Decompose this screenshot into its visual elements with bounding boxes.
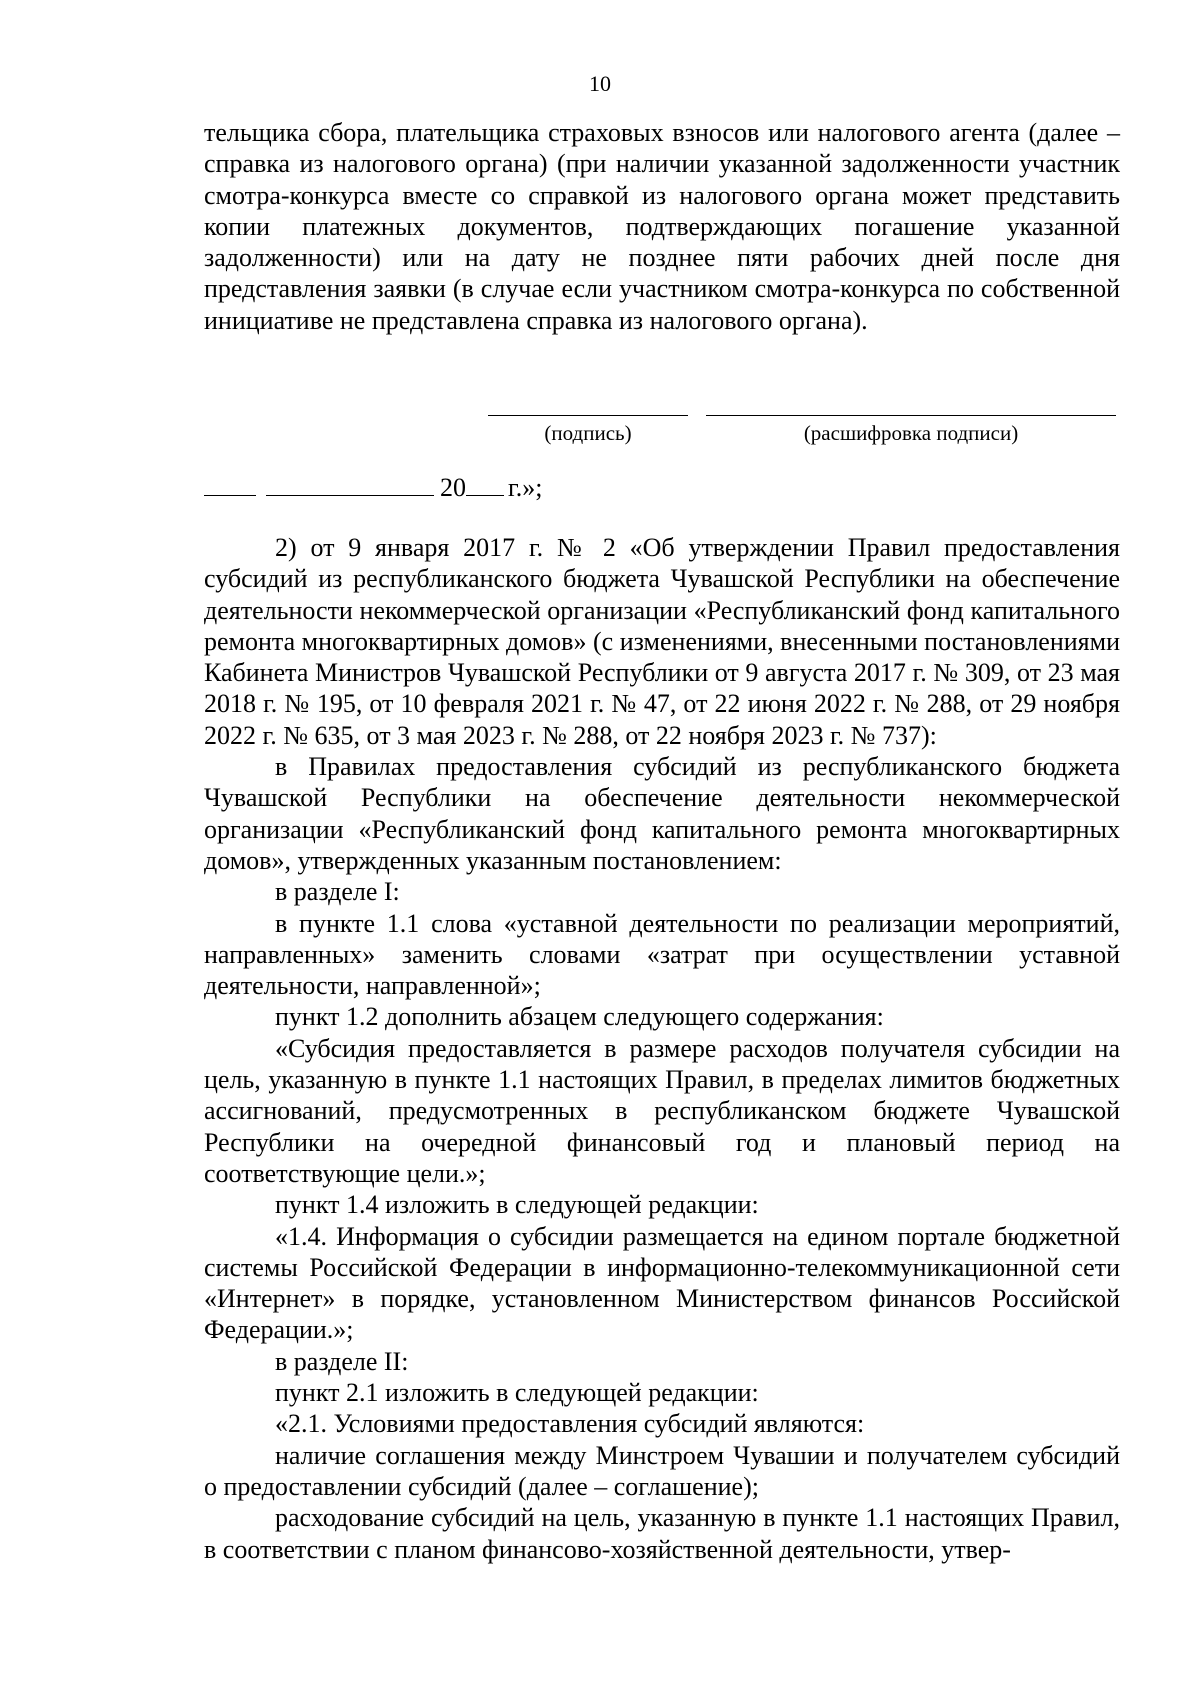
paragraph: в разделе II: xyxy=(275,1346,409,1376)
main-text xyxy=(204,532,1120,1565)
paragraph: в разделе I: xyxy=(275,877,400,907)
paragraph: пункт 1.2 дополнить абзацем следующего содержания: xyxy=(275,1002,884,1032)
signature-transcript-line xyxy=(706,415,1116,416)
paragraph: пункт 2.1 изложить в следующей редакции: xyxy=(275,1378,759,1408)
paragraph: «Субсидия предоставляется в размере расходов получателя субсидии на цель, указанную в пункте 1.1 настоящих Правил, в пределах лимитов бюджетных ассигнований, предусмотренных в республиканском бюджете Чувашской Республики на очередной финансовый год и плановый период на соответствующие цели.»; xyxy=(204,1033,1120,1188)
paragraph: в пункте 1.1 слова «уставной деятельности по реализации мероприятий, направленных» заменить словами «затрат при осуществлении уставной деятельности, направленной»; xyxy=(204,908,1120,1001)
date-month-blank xyxy=(266,473,434,496)
paragraph: расходование субсидий на цель, указанную в пункте 1.1 настоящих Правил, в соответствии с планом финансово-хозяйственной деятельности, утвер- xyxy=(204,1503,1120,1564)
paragraph: пункт 1.4 изложить в следующей редакции: xyxy=(275,1190,759,1220)
paragraph: 2) от 9 января 2017 г. № 2 «Об утверждении Правил предоставления субсидий из республиканского бюджета Чувашской Республики на обеспечение деятельности некоммерческой организации «Республиканский фонд капитального ремонта многоквартирных домов» (с изменениями, внесенными постановлениями Кабинета Министров Чувашской Республики от 9 августа 2017 г. № 309, от 23 мая 2018 г. № 195, от 10 февраля 2021 г. № 47, от 22 июня 2022 г. № 288, от 29 ноября 2022 г. № 635, от 3 мая 2023 г. № 288, от 22 ноября 2023 г. № 737): xyxy=(204,533,1120,750)
intro-section xyxy=(204,117,1120,336)
paragraph: в Правилах предоставления субсидий из республиканского бюджета Чувашской Республики на обеспечение деятельности некоммерческой организации «Республиканский фонд капитального ремонта многоквартирных домов», утвержденных указанным постановлением: xyxy=(204,752,1120,875)
page-number: 10 xyxy=(589,71,611,96)
signature-caption: (подпись) xyxy=(544,421,632,445)
paragraph: «2.1. Условиями предоставления субсидий являются: xyxy=(275,1409,865,1439)
date-suffix: г.»; xyxy=(508,473,543,502)
signature-transcript-caption: (расшифровка подписи) xyxy=(803,421,1019,445)
date-year-blank xyxy=(466,473,504,496)
paragraph: «1.4. Информация о субсидии размещается на едином портале бюджетной системы Российской Федерации в информационно-телекоммуникационной сети «Интернет» в порядке, установленном Министерством финансов Российской Федерации.»; xyxy=(204,1221,1120,1345)
paragraph: наличие соглашения между Минстроем Чувашии и получателем субсидий о предоставлении субсидий (далее – соглашение); xyxy=(204,1440,1120,1501)
intro-paragraph: тельщика сбора, плательщика страховых взносов или налогового агента (далее – справка из налогового органа) (при наличии указанной задолженности участник смотра-конкурса вместе со справкой из налогового органа может представить копии платежных документов, подтверждающих погашение указанной задолженности) или на дату не позднее пяти рабочих дней после дня представления заявки (в случае если участником смотра-конкурса по собственной инициативе не представлена справка из налогового органа). xyxy=(204,118,1120,335)
date-day-blank xyxy=(204,473,256,496)
date-line xyxy=(204,472,542,503)
date-year-prefix: 20 xyxy=(440,473,466,502)
signature-line xyxy=(488,415,688,416)
